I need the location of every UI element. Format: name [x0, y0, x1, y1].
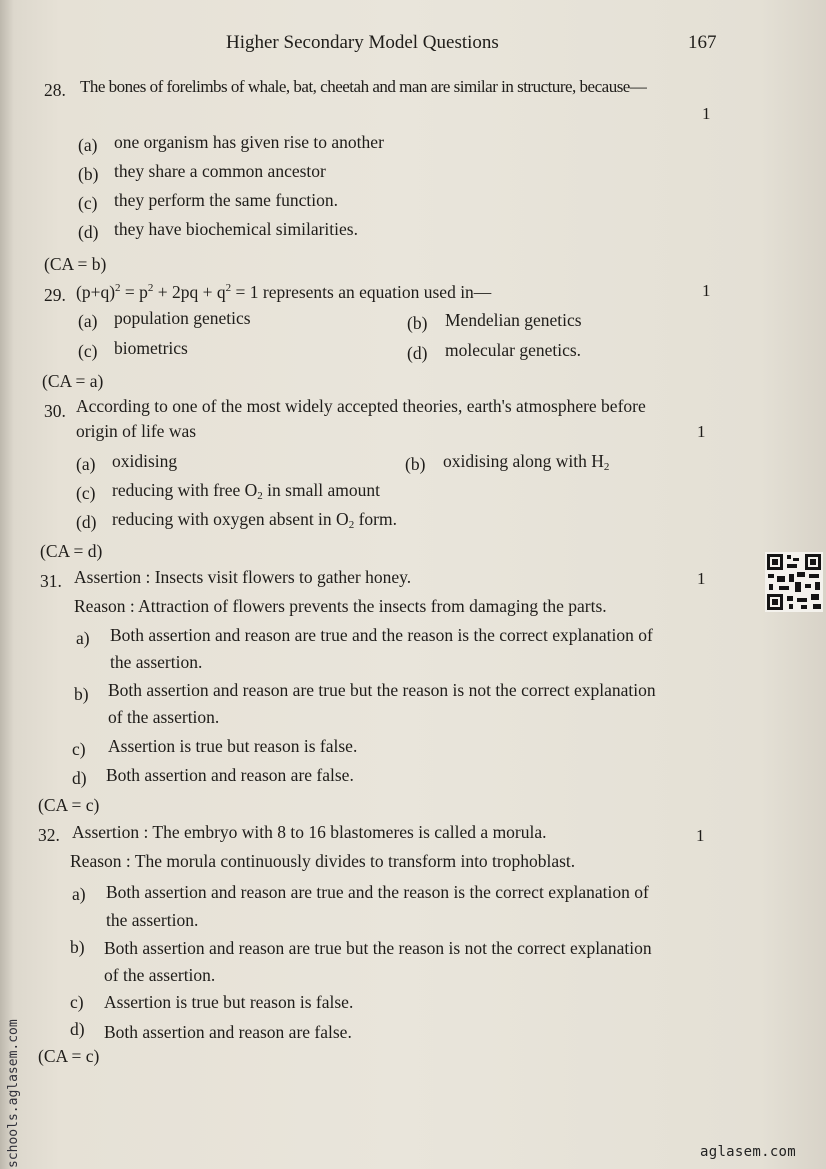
- question-number: 28.: [44, 80, 66, 100]
- option-label: a): [72, 884, 86, 904]
- option-text: biometrics: [114, 338, 188, 358]
- qr-code: [765, 552, 823, 612]
- option-text-line2: the assertion.: [110, 652, 203, 672]
- marks: 1: [702, 104, 711, 123]
- correct-answer: (CA = c): [38, 1046, 100, 1066]
- footer-watermark: aglasem.com: [700, 1144, 797, 1160]
- correct-answer: (CA = d): [40, 541, 103, 561]
- reason-text: Reason : The morula continuously divides to transform into trophoblast.: [70, 851, 576, 871]
- marks: 1: [696, 826, 705, 845]
- option-label: c): [70, 992, 84, 1012]
- option-label: (c): [76, 483, 96, 503]
- option-label: (c): [78, 193, 98, 213]
- option-label: (d): [78, 222, 99, 242]
- question-number: 29.: [44, 285, 66, 305]
- option-text-line1: Both assertion and reason are true and the reason is the correct explanation of: [106, 882, 649, 902]
- option-text-line1: Both assertion and reason are true but the reason is not the correct explanation: [104, 938, 652, 958]
- assertion-text: Assertion : Insects visit flowers to gather honey.: [74, 567, 412, 587]
- option-text-line1: Both assertion and reason are true but the reason is not the correct explanation: [108, 680, 656, 700]
- option-text: reducing with free $O_2$ in small amount: [112, 480, 380, 502]
- question-text: The bones of forelimbs of whale, bat, cheetah and man are similar in structure, because—: [80, 77, 647, 96]
- option-text-line2: of the assertion.: [104, 965, 216, 985]
- option-text: molecular genetics.: [445, 340, 582, 360]
- option-text-line1: Both assertion and reason are false.: [106, 765, 354, 785]
- option-label: d): [70, 1019, 85, 1039]
- correct-answer: (CA = a): [42, 371, 104, 391]
- option-label: (a): [76, 454, 96, 474]
- page-header-title: Higher Secondary Model Questions: [226, 32, 499, 53]
- option-label: (b): [78, 164, 99, 184]
- reason-text: Reason : Attraction of flowers prevents the insects from damaging the parts.: [74, 596, 607, 616]
- option-label: (a): [78, 311, 98, 331]
- question-text-line2: origin of life was: [76, 421, 197, 441]
- option-label: (a): [78, 135, 98, 155]
- question-text-line1: According to one of the most widely accepted theories, earth's atmosphere before: [76, 396, 646, 416]
- side-watermark: schools.aglasem.com: [6, 1019, 21, 1168]
- option-label: b): [70, 937, 85, 957]
- page-number: 167: [688, 32, 717, 53]
- option-text: population genetics: [114, 308, 251, 328]
- marks: 1: [697, 569, 706, 588]
- option-label: c): [72, 739, 86, 759]
- question-text: $(p+q)^2 = p^2 + 2pq + q^2 = 1$ represents an equation used in—: [76, 281, 492, 302]
- option-label: (d): [407, 343, 428, 363]
- option-label: a): [76, 628, 90, 648]
- option-text: reducing with oxygen absent in $O_2$ form.: [112, 509, 397, 531]
- option-label: (d): [76, 512, 97, 532]
- option-label: d): [72, 768, 87, 788]
- option-text-line1: Assertion is true but reason is false.: [108, 736, 358, 756]
- option-text: they share a common ancestor: [114, 161, 326, 181]
- question-number: 32.: [38, 825, 60, 845]
- option-label: b): [74, 684, 89, 704]
- option-text-line1: Both assertion and reason are true and the reason is the correct explanation of: [110, 625, 653, 645]
- option-text-line1: Assertion is true but reason is false.: [104, 992, 354, 1012]
- option-label: (b): [407, 313, 428, 333]
- correct-answer: (CA = b): [44, 254, 107, 274]
- option-text: they have biochemical similarities.: [114, 219, 358, 239]
- option-text: oxidising along with $H_2$: [443, 451, 610, 473]
- option-text-line2: the assertion.: [106, 910, 199, 930]
- option-text: one organism has given rise to another: [114, 132, 384, 152]
- question-number: 30.: [44, 401, 66, 421]
- correct-answer: (CA = c): [38, 795, 100, 815]
- option-text: they perform the same function.: [114, 190, 339, 210]
- option-text: oxidising: [112, 451, 178, 471]
- option-text-line2: of the assertion.: [108, 707, 220, 727]
- option-label: (b): [405, 454, 426, 474]
- option-text: Mendelian genetics: [445, 310, 582, 330]
- option-label: (c): [78, 341, 98, 361]
- marks: 1: [702, 281, 711, 300]
- assertion-text: Assertion : The embryo with 8 to 16 blastomeres is called a morula.: [72, 822, 547, 842]
- option-text-line1: Both assertion and reason are false.: [104, 1022, 352, 1042]
- question-number: 31.: [40, 571, 62, 591]
- marks: 1: [697, 422, 706, 441]
